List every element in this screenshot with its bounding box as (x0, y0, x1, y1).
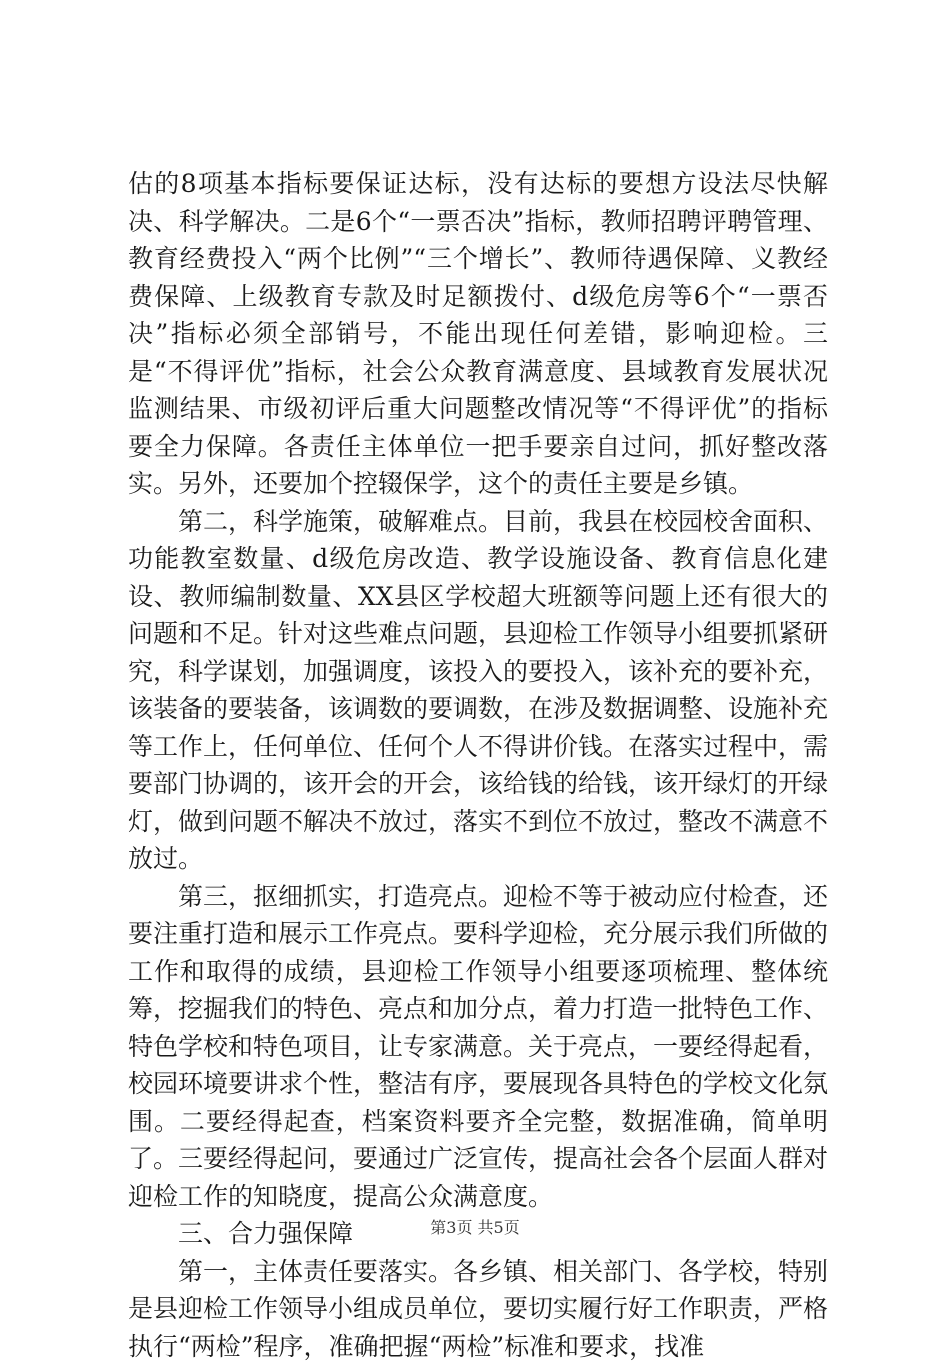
paragraph-third-point: 第三，抠细抓实，打造亮点。迎检不等于被动应付检查，还要注重打造和展示工作亮点。要科学迎检，充分展示我们所做的工作和取得的成绩，县迎检工作领导小组要逐项梳理、整体统筹，挖掘我们的特色、亮点和加分点，着力打造一批特色工作、特色学校和特色项目，让专家满意。关于亮点，一要经得起看，校园环境要讲求个性，整洁有序，要展现各具特色的学校文化氛围。二要经得起查，档案资料要齐全完整，数据准确，简单明了。三要经得起问，要通过广泛宣传，提高社会各个层面人群对迎检工作的知晓度，提高公众满意度。 (128, 878, 828, 1216)
paragraph-first-responsibility: 第一，主体责任要落实。各乡镇、相关部门、各学校，特别是县迎检工作领导小组成员单位，要切实履行好工作职责，严格执行“两检”程序，准确把握“两检”标准和要求，找准 (128, 1253, 828, 1365)
paragraph-second-point: 第二，科学施策，破解难点。目前，我县在校园校舍面积、功能教室数量、d级危房改造、教学设施设备、教育信息化建设、教师编制数量、XX县区学校超大班额等问题上还有很大的问题和不足。针对这些难点问题，县迎检工作领导小组要抓紧研究，科学谋划，加强调度，该投入的要投入，该补充的要补充，该装备的要装备，该调数的要调数，在涉及数据调整、设施补充等工作上，任何单位、任何个人不得讲价钱。在落实过程中，需要部门协调的，该开会的开会，该给钱的给钱，该开绿灯的开绿灯，做到问题不解决不放过，落实不到位不放过，整改不满意不放过。 (128, 503, 828, 878)
page-number-footer: 第3页 共5页 (0, 1215, 950, 1238)
body-text (128, 165, 828, 1365)
paragraph-continued: 估的8项基本指标要保证达标，没有达标的要想方设法尽快解决、科学解决。二是6个“一票否决”指标，教师招聘评聘管理、教育经费投入“两个比例”“三个增长”、教师待遇保障、义教经费保障、上级教育专款及时足额拨付、d级危房等6个“一票否决”指标必须全部销号，不能出现任何差错，影响迎检。三是“不得评优”指标，社会公众教育满意度、县域教育发展状况监测结果、市级初评后重大问题整改情况等“不得评优”的指标要全力保障。各责任主体单位一把手要亲自过问，抓好整改落实。另外，还要加个控辍保学，这个的责任主要是乡镇。 (128, 165, 828, 503)
section-heading: 三、合力强保障 (128, 1215, 828, 1253)
